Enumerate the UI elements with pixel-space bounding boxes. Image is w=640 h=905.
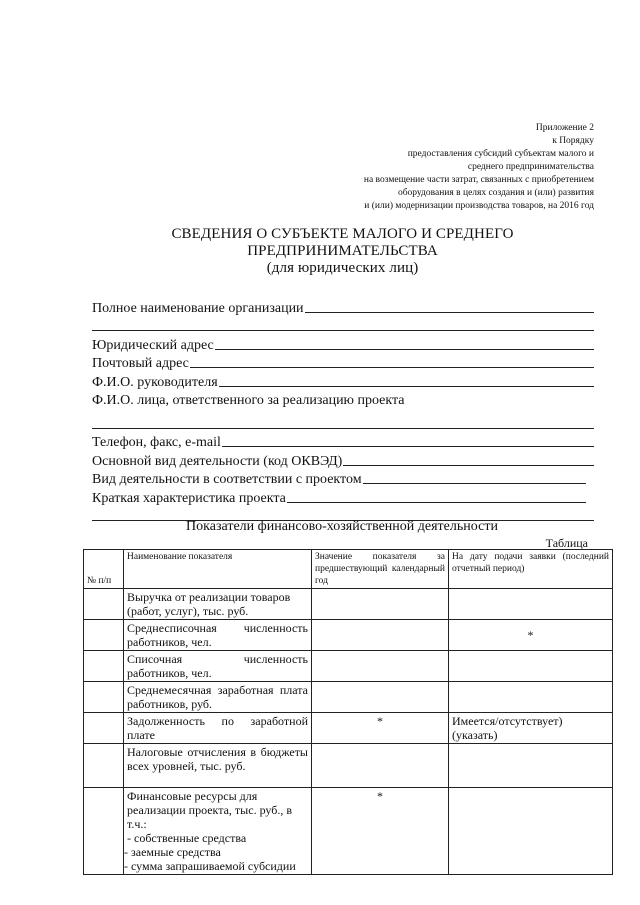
form-line-full-name-continued: [92, 316, 594, 335]
row-indicator-name: Выручка от реализации товаров (работ, услуг), тыс. руб.: [124, 589, 312, 620]
table-row: [84, 682, 613, 713]
organization-form: [92, 297, 594, 524]
annex-line: к Порядку: [552, 136, 594, 146]
row-number[interactable]: [84, 713, 124, 744]
annex-line: среднего предпринимательства: [467, 162, 594, 172]
table-row: [84, 713, 613, 744]
director-field[interactable]: [219, 374, 594, 387]
row-number[interactable]: [84, 651, 124, 682]
form-line-legal-address: [92, 334, 594, 353]
document-title: [90, 226, 595, 277]
subitem-own-funds: - собственные средства: [127, 831, 247, 845]
header-current-period: На дату подачи заявки (последний отчетный период): [449, 550, 613, 589]
table-title: Показатели финансово-хозяйственной деятельности: [186, 519, 498, 534]
form-line-responsible-field: [92, 413, 594, 432]
annex-line: на возмещение части затрат, связанных с приобретением: [363, 175, 594, 185]
row-previous-value[interactable]: [312, 651, 449, 682]
full-name-label: Полное наименование организации: [92, 300, 304, 316]
row-indicator-cell: [124, 788, 312, 875]
project-activity-field[interactable]: [363, 471, 586, 484]
row-indicator-name: Списочная численность работников, чел.: [124, 651, 312, 682]
postal-address-field[interactable]: [190, 355, 594, 368]
form-line-director: [92, 371, 594, 390]
annex-note: [364, 122, 594, 213]
title-line-2: ПРЕДПРИНИМАТЕЛЬСТВА: [247, 243, 438, 259]
postal-address-label: Почтовый адрес: [92, 356, 189, 371]
legal-address-field[interactable]: [215, 337, 594, 350]
row-number[interactable]: [84, 620, 124, 651]
row-current-value[interactable]: [449, 589, 613, 620]
form-line-project-activity: [92, 469, 594, 488]
subitem-requested-subsidy: - сумма запрашиваемой субсидии: [124, 859, 296, 873]
subitem-borrowed-funds: - заемные средства: [124, 845, 221, 859]
annex-line: оборудования в целях создания и (или) развития: [397, 188, 594, 198]
row-current-value[interactable]: [449, 788, 613, 875]
form-line-postal-address: [92, 353, 594, 372]
table-row: [84, 788, 613, 875]
annex-line: Приложение 2: [535, 123, 594, 133]
responsible-field[interactable]: [92, 416, 594, 429]
form-line-project-summary: [92, 487, 594, 506]
form-line-full-name: [92, 297, 594, 316]
row-previous-value[interactable]: *: [312, 713, 449, 744]
annex-line: и (или) модернизации производства товаров, на 2016 год: [364, 201, 594, 211]
header-previous-year: Значение показателя за предшествующий календарный год: [312, 550, 449, 589]
project-summary-field[interactable]: [287, 490, 586, 503]
main-activity-field[interactable]: [343, 453, 594, 466]
table-caption: Таблица: [545, 536, 588, 550]
header-number: № п/п: [84, 550, 124, 589]
row-number[interactable]: [84, 744, 124, 788]
row-previous-value[interactable]: [312, 620, 449, 651]
header-indicator-name: Наименование показателя: [124, 550, 312, 589]
table-row: [84, 744, 613, 788]
full-name-field[interactable]: [305, 300, 594, 313]
project-activity-label: Вид деятельности в соответствии с проектом: [92, 472, 362, 487]
row-current-value[interactable]: [449, 682, 613, 713]
row-number[interactable]: [84, 682, 124, 713]
row-indicator-name: Среднесписочная численность работников, чел.: [124, 620, 312, 651]
row-current-value[interactable]: Имеется/отсутствует) (указать): [449, 713, 613, 744]
financial-indicators-table: [83, 549, 613, 875]
row-previous-value[interactable]: [312, 744, 449, 788]
director-label: Ф.И.О. руководителя: [92, 374, 218, 390]
row-current-value[interactable]: [449, 744, 613, 788]
main-activity-label: Основной вид деятельности (код ОКВЭД): [92, 453, 343, 469]
row-number[interactable]: [84, 788, 124, 875]
legal-address-label: Юридический адрес: [92, 337, 214, 353]
form-line-responsible: [92, 390, 594, 409]
table-header-row: [84, 550, 613, 589]
title-subtitle: (для юридических лиц): [266, 260, 419, 276]
responsible-label: Ф.И.О. лица, ответственного за реализацию проекта: [92, 393, 405, 408]
form-line-contacts: [92, 432, 594, 451]
row-indicator-name: Финансовые ресурсы для реализации проекта, тыс. руб., в т.ч.:: [127, 789, 293, 831]
table-row: [84, 651, 613, 682]
table-row: [84, 589, 613, 620]
contacts-label: Телефон, факс, e-mail: [92, 435, 221, 450]
form-line-main-activity: [92, 450, 594, 469]
annex-line: предоставления субсидий субъектам малого и: [407, 149, 594, 159]
contacts-field[interactable]: [222, 434, 594, 447]
row-previous-value[interactable]: *: [312, 788, 449, 875]
row-current-value[interactable]: *: [449, 620, 613, 651]
row-indicator-name: Налоговые отчисления в бюджеты всех уровней, тыс. руб.: [124, 744, 312, 788]
row-previous-value[interactable]: [312, 589, 449, 620]
row-previous-value[interactable]: [312, 682, 449, 713]
title-line-1: СВЕДЕНИЯ О СУБЪЕКТЕ МАЛОГО И СРЕДНЕГО: [171, 226, 514, 242]
table-row: [84, 620, 613, 651]
full-name-field-continued[interactable]: [92, 318, 594, 331]
row-number[interactable]: [84, 589, 124, 620]
project-summary-label: Краткая характеристика проекта: [92, 490, 286, 506]
row-indicator-name: Задолженность по заработной плате: [124, 713, 312, 744]
row-current-value[interactable]: [449, 651, 613, 682]
row-indicator-name: Среднемесячная заработная плата работников, руб.: [124, 682, 312, 713]
